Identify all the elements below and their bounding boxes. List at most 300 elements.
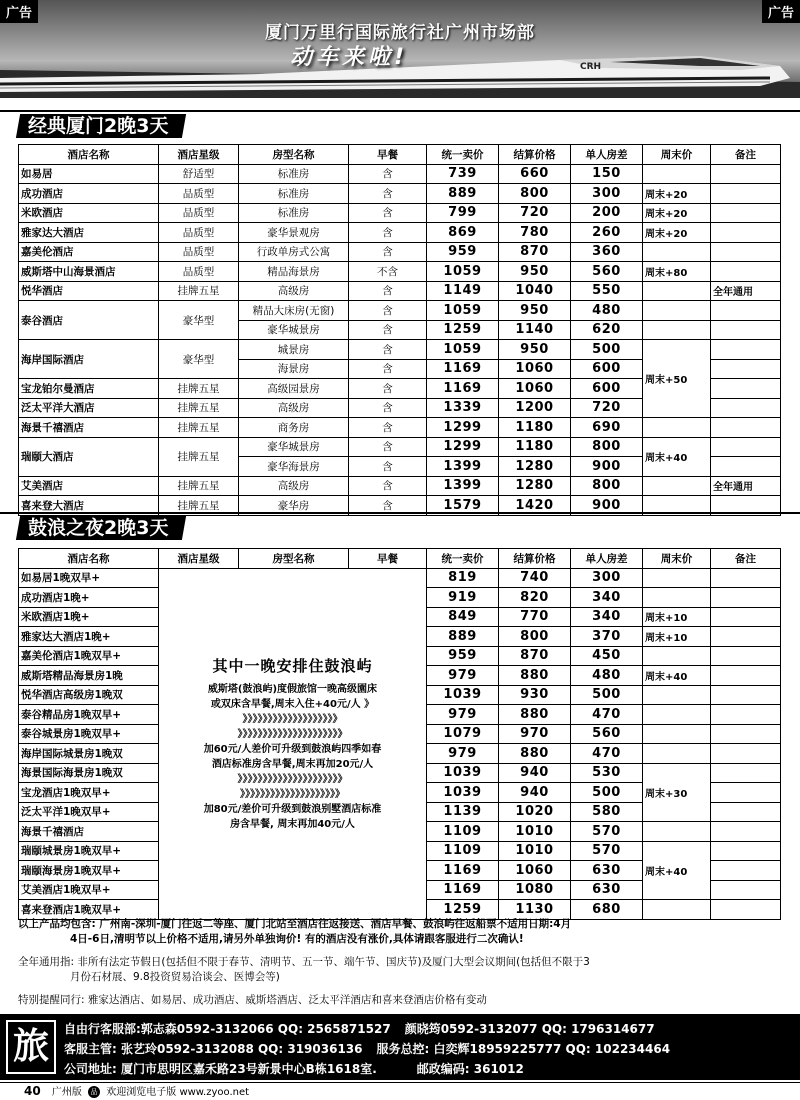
price: 889	[427, 184, 499, 204]
contact-bar	[0, 1014, 800, 1080]
table-row	[19, 262, 781, 282]
remark	[711, 841, 781, 861]
settle-price: 1020	[499, 802, 571, 822]
room-type: 标准房	[239, 164, 349, 184]
single-supplement: 450	[571, 646, 643, 666]
single-supplement: 500	[571, 783, 643, 803]
settle-price: 970	[499, 724, 571, 744]
settle-price: 770	[499, 607, 571, 627]
settle-price: 950	[499, 262, 571, 282]
room-type: 商务房	[239, 418, 349, 438]
hotel-name: 雅家达大酒店	[19, 223, 159, 243]
settle-price: 660	[499, 164, 571, 184]
contact-row-3	[64, 1060, 524, 1077]
contact-service-2: 颜晓筠0592-3132077 QQ: 1796314677	[404, 1022, 655, 1036]
price: 1169	[427, 359, 499, 379]
col-settle: 结算价格	[499, 549, 571, 569]
hotel-name: 海岸国际城景房1晚双	[19, 744, 159, 764]
table-row	[19, 418, 781, 438]
company-address: 公司地址: 厦门市思明区嘉禾路23号新景中心B栋1618室.	[64, 1062, 377, 1076]
remark	[711, 379, 781, 399]
hotel-name: 雅家达大酒店1晚+	[19, 627, 159, 647]
remark	[711, 164, 781, 184]
upgrade-line: 》》》》》》》》》》》》》》》》》》》》》	[237, 774, 348, 785]
breakfast: 含	[349, 242, 427, 262]
remark	[711, 568, 781, 588]
remark	[711, 705, 781, 725]
room-type: 豪华城景房	[239, 320, 349, 340]
single-supplement: 480	[571, 666, 643, 686]
hotel-name: 威斯塔精品海景房1晚	[19, 666, 159, 686]
train-logo: CRH	[580, 62, 602, 72]
weekend-price	[643, 744, 711, 764]
remark	[711, 203, 781, 223]
single-supplement: 570	[571, 822, 643, 842]
weekend-price: 周末+30	[643, 763, 711, 822]
room-type: 精品海景房	[239, 262, 349, 282]
single-supplement: 800	[571, 437, 643, 457]
upgrade-line: 加80元/差价可升级到鼓浪别墅酒店标准	[203, 804, 382, 815]
hotel-name: 泛太平洋大酒店	[19, 398, 159, 418]
weekend-price	[643, 685, 711, 705]
hotel-name: 海景千禧酒店	[19, 418, 159, 438]
room-type: 高级房	[239, 398, 349, 418]
section-header-classic	[0, 110, 800, 136]
remark	[711, 627, 781, 647]
single-supplement: 600	[571, 359, 643, 379]
year-round-notes	[18, 955, 782, 985]
single-supplement: 530	[571, 763, 643, 783]
remark	[711, 418, 781, 438]
table-row	[19, 437, 781, 457]
weekend-price	[643, 320, 711, 340]
remark	[711, 437, 781, 457]
weekend-price	[643, 568, 711, 588]
table-row	[19, 164, 781, 184]
hotel-name: 喜来登大酒店	[19, 496, 159, 516]
settle-price: 780	[499, 223, 571, 243]
remark	[711, 724, 781, 744]
settle-price: 1130	[499, 900, 571, 920]
room-type: 高级房	[239, 476, 349, 496]
single-supplement: 900	[571, 457, 643, 477]
col-room: 房型名称	[239, 549, 349, 569]
table-row	[19, 203, 781, 223]
table-row	[19, 242, 781, 262]
price: 849	[427, 607, 499, 627]
col-single: 单人房差	[571, 145, 643, 165]
weekend-price	[643, 724, 711, 744]
breakfast: 含	[349, 437, 427, 457]
settle-price: 1080	[499, 880, 571, 900]
col-settle: 结算价格	[499, 145, 571, 165]
table-row	[19, 476, 781, 496]
weekend-price	[643, 588, 711, 608]
single-supplement: 800	[571, 476, 643, 496]
postal-code: 邮政编码: 361012	[416, 1062, 524, 1076]
col-weekend: 周末价	[643, 145, 711, 165]
weekend-price	[643, 646, 711, 666]
hotel-name: 海景千禧酒店	[19, 822, 159, 842]
breakfast: 含	[349, 379, 427, 399]
breakfast: 含	[349, 496, 427, 516]
section-title: 经典厦门2晚3天	[28, 115, 169, 137]
hotel-name: 宝龙铂尔曼酒店	[19, 379, 159, 399]
hotel-name: 嘉美伦酒店1晚双早+	[19, 646, 159, 666]
room-type: 精品大床房(无窗)	[239, 301, 349, 321]
price: 1169	[427, 379, 499, 399]
col-room: 房型名称	[239, 145, 349, 165]
price: 799	[427, 203, 499, 223]
col-price: 统一卖价	[427, 145, 499, 165]
contact-supervisor: 客服主管: 张艺玲0592-3132088 QQ: 319036136	[64, 1042, 363, 1056]
room-type: 高级园景房	[239, 379, 349, 399]
upgrade-line: 》》》》》》》》》》》》》》》》》》》》	[240, 789, 345, 800]
price: 1039	[427, 763, 499, 783]
hotel-star: 挂牌五星	[159, 496, 239, 516]
price: 1579	[427, 496, 499, 516]
edition-label: 广州版	[51, 1087, 82, 1098]
price: 1059	[427, 262, 499, 282]
settle-price: 1140	[499, 320, 571, 340]
weekend-price	[643, 822, 711, 842]
remark	[711, 588, 781, 608]
single-supplement: 630	[571, 861, 643, 881]
hotel-name: 艾美酒店	[19, 476, 159, 496]
col-price: 统一卖价	[427, 549, 499, 569]
contact-control: 服务总控: 白奕辉18959225777 QQ: 102234464	[376, 1042, 671, 1056]
single-supplement: 470	[571, 705, 643, 725]
settle-price: 870	[499, 646, 571, 666]
note-included: 以上产品均包含: 广州南-深圳-厦门往返二等座、厦门北站至酒店往返接送、酒店早餐、鼓浪屿往返船票不适用日期:4月	[18, 918, 572, 930]
remark	[711, 783, 781, 803]
settle-price: 940	[499, 783, 571, 803]
col-note: 备注	[711, 145, 781, 165]
agency-title: 厦门万里行国际旅行社广州市场部	[265, 23, 535, 43]
room-type: 豪华海景房	[239, 457, 349, 477]
upgrade-line: 加60元/人差价可升级到鼓浪屿四季如春	[203, 744, 382, 755]
price: 979	[427, 744, 499, 764]
included-notes	[18, 917, 782, 947]
upgrade-line: 酒店标准房含早餐,周末再加20元/人	[211, 759, 374, 770]
settle-price: 1420	[499, 496, 571, 516]
price-table-gulangyu	[18, 548, 781, 920]
table-row	[19, 281, 781, 301]
single-supplement: 300	[571, 184, 643, 204]
room-type: 海景房	[239, 359, 349, 379]
single-supplement: 500	[571, 685, 643, 705]
single-supplement: 480	[571, 301, 643, 321]
hotel-name: 喜来登酒店1晚双早+	[19, 900, 159, 920]
breakfast: 含	[349, 398, 427, 418]
single-supplement: 550	[571, 281, 643, 301]
hotel-name: 威斯塔中山海景酒店	[19, 262, 159, 282]
single-supplement: 680	[571, 900, 643, 920]
table-header-row	[19, 145, 781, 165]
hotel-name: 海景国际海景房1晚双	[19, 763, 159, 783]
price: 1399	[427, 476, 499, 496]
price: 979	[427, 705, 499, 725]
ad-banner	[0, 0, 800, 98]
col-hotel: 酒店名称	[19, 145, 159, 165]
settle-price: 870	[499, 242, 571, 262]
price: 1109	[427, 841, 499, 861]
price: 959	[427, 242, 499, 262]
gulangyu-headline: 其中一晚安排住鼓浪屿	[212, 657, 373, 675]
upgrade-line: 房含早餐, 周末再加40元/人	[230, 819, 355, 830]
price: 1059	[427, 340, 499, 360]
contact-service-1: 自由行客服部:郭志森0592-3132066 QQ: 2565871527	[64, 1022, 391, 1036]
upgrade-line: 威斯塔(鼓浪屿)度假旅馆一晚高级園床	[207, 684, 378, 695]
table-row	[19, 223, 781, 243]
remark	[711, 666, 781, 686]
gulangyu-night-info	[159, 568, 427, 919]
col-breakfast: 早餐	[349, 145, 427, 165]
remark	[711, 822, 781, 842]
note-included-cont: 4日-6日,清明节以上价格不适用,请另外单独询价! 有的酒店没有涨价,具体请跟客服进行二次确认!	[70, 933, 524, 945]
hotel-name: 成功酒店	[19, 184, 159, 204]
price: 979	[427, 666, 499, 686]
remark	[711, 184, 781, 204]
settle-price: 880	[499, 666, 571, 686]
hotel-star: 品质型	[159, 223, 239, 243]
hotel-name: 泛太平洋1晚双早+	[19, 802, 159, 822]
price: 1039	[427, 685, 499, 705]
price: 739	[427, 164, 499, 184]
weekend-price	[643, 242, 711, 262]
single-supplement: 600	[571, 379, 643, 399]
upgrade-line: 或双床含早餐,周末入住+40元/人 》	[210, 699, 375, 710]
remark	[711, 359, 781, 379]
single-supplement: 260	[571, 223, 643, 243]
remark	[711, 262, 781, 282]
hotel-name: 泰谷精品房1晚双早+	[19, 705, 159, 725]
hotel-star: 挂牌五星	[159, 476, 239, 496]
weekend-price: 周末+40	[643, 437, 711, 476]
remark: 全年通用	[711, 281, 781, 301]
price: 1149	[427, 281, 499, 301]
gulangyu-upgrade-details	[167, 682, 418, 832]
settle-price: 950	[499, 301, 571, 321]
settle-price: 1180	[499, 418, 571, 438]
price: 1399	[427, 457, 499, 477]
price: 889	[427, 627, 499, 647]
col-star: 酒店星级	[159, 549, 239, 569]
breakfast: 含	[349, 457, 427, 477]
price: 1299	[427, 418, 499, 438]
settle-price: 1060	[499, 861, 571, 881]
single-supplement: 340	[571, 607, 643, 627]
hotel-star: 挂牌五星	[159, 379, 239, 399]
settle-price: 1010	[499, 822, 571, 842]
hotel-name: 泰谷酒店	[19, 301, 159, 340]
weekend-price: 周末+20	[643, 223, 711, 243]
price: 1079	[427, 724, 499, 744]
hotel-name: 如易居	[19, 164, 159, 184]
remark	[711, 398, 781, 418]
breakfast: 含	[349, 164, 427, 184]
slogan: 动车来啦!	[290, 45, 409, 70]
single-supplement: 900	[571, 496, 643, 516]
upgrade-line: 》》》》》》》》》》》》》》》》》》》》》	[237, 729, 348, 740]
col-breakfast: 早餐	[349, 549, 427, 569]
settle-price: 1060	[499, 359, 571, 379]
weekend-price: 周末+40	[643, 841, 711, 900]
single-supplement: 560	[571, 262, 643, 282]
single-supplement: 570	[571, 841, 643, 861]
room-type: 豪华景观房	[239, 223, 349, 243]
room-type: 高级房	[239, 281, 349, 301]
breakfast: 含	[349, 203, 427, 223]
page-footer	[0, 1082, 800, 1100]
weekend-price	[643, 705, 711, 725]
contact-row-1	[64, 1020, 655, 1037]
note-year-round: 全年通用指: 非所有法定节假日(包括但不限于春节、清明节、五一节、端午节、国庆节)及厦门大型会议期间(包括但不限于3	[18, 956, 590, 968]
remark	[711, 802, 781, 822]
remark	[711, 880, 781, 900]
weekend-price: 周末+10	[643, 627, 711, 647]
page-number: 40	[24, 1084, 41, 1098]
single-supplement: 150	[571, 164, 643, 184]
upgrade-line: 》》》》》》》》》》》》》》》》》》》	[242, 714, 343, 725]
hotel-star: 品质型	[159, 184, 239, 204]
single-supplement: 720	[571, 398, 643, 418]
weekend-price	[643, 281, 711, 301]
table-header-row	[19, 549, 781, 569]
col-weekend: 周末价	[643, 549, 711, 569]
single-supplement: 500	[571, 340, 643, 360]
hotel-name: 如易居1晚双早+	[19, 568, 159, 588]
single-supplement: 370	[571, 627, 643, 647]
weekend-price: 周末+50	[643, 340, 711, 418]
breakfast: 含	[349, 359, 427, 379]
col-star: 酒店星级	[159, 145, 239, 165]
brand-badge-icon: 品	[88, 1086, 100, 1098]
settle-price: 1010	[499, 841, 571, 861]
remark	[711, 320, 781, 340]
remark	[711, 744, 781, 764]
table-row	[19, 340, 781, 360]
hotel-name: 米欧酒店	[19, 203, 159, 223]
single-supplement: 200	[571, 203, 643, 223]
price: 1259	[427, 320, 499, 340]
single-supplement: 300	[571, 568, 643, 588]
settle-price: 800	[499, 184, 571, 204]
hotel-name: 泰谷城景房1晚双早+	[19, 724, 159, 744]
room-type: 标准房	[239, 203, 349, 223]
single-supplement: 690	[571, 418, 643, 438]
weekend-price: 周末+20	[643, 203, 711, 223]
single-supplement: 580	[571, 802, 643, 822]
contact-row-2	[64, 1040, 670, 1057]
weekend-price: 周末+10	[643, 607, 711, 627]
breakfast: 含	[349, 418, 427, 438]
price: 1039	[427, 783, 499, 803]
weekend-price	[643, 301, 711, 321]
hotel-name: 悦华酒店高级房1晚双	[19, 685, 159, 705]
remark: 全年通用	[711, 476, 781, 496]
settle-price: 720	[499, 203, 571, 223]
weekend-price	[643, 164, 711, 184]
hotel-star: 豪华型	[159, 301, 239, 340]
table-row	[19, 301, 781, 321]
settle-price: 800	[499, 627, 571, 647]
weekend-price	[643, 476, 711, 496]
remark	[711, 223, 781, 243]
agency-logo: 旅	[6, 1020, 56, 1074]
col-note: 备注	[711, 549, 781, 569]
hotel-star: 品质型	[159, 203, 239, 223]
settle-price: 820	[499, 588, 571, 608]
section-title: 鼓浪之夜2晚3天	[28, 517, 169, 539]
settle-price: 1180	[499, 437, 571, 457]
hotel-star: 挂牌五星	[159, 281, 239, 301]
col-single: 单人房差	[571, 549, 643, 569]
hotel-star: 挂牌五星	[159, 398, 239, 418]
table-row	[19, 568, 781, 588]
remark	[711, 685, 781, 705]
remark	[711, 340, 781, 360]
ad-tag-right: 广告	[762, 0, 800, 23]
settle-price: 880	[499, 744, 571, 764]
price: 1139	[427, 802, 499, 822]
room-type: 行政单房式公寓	[239, 242, 349, 262]
weekend-price: 周末+40	[643, 666, 711, 686]
price: 1259	[427, 900, 499, 920]
settle-price: 1280	[499, 476, 571, 496]
hotel-star: 舒适型	[159, 164, 239, 184]
hotel-name: 瑞颐大酒店	[19, 437, 159, 476]
price: 1339	[427, 398, 499, 418]
hotel-name: 艾美酒店1晚双早+	[19, 880, 159, 900]
settle-price: 1200	[499, 398, 571, 418]
settle-price: 940	[499, 763, 571, 783]
single-supplement: 560	[571, 724, 643, 744]
remark	[711, 242, 781, 262]
hotel-name: 嘉美伦酒店	[19, 242, 159, 262]
special-reminder	[18, 993, 782, 1008]
settle-price: 740	[499, 568, 571, 588]
breakfast: 不含	[349, 262, 427, 282]
hotel-star: 挂牌五星	[159, 437, 239, 476]
price: 1169	[427, 880, 499, 900]
price: 819	[427, 568, 499, 588]
breakfast: 含	[349, 184, 427, 204]
note-year-round-cont: 月份石材展、9.8投资贸易洽谈会、医博会等)	[70, 971, 280, 983]
settle-price: 1060	[499, 379, 571, 399]
remark	[711, 457, 781, 477]
price: 1109	[427, 822, 499, 842]
price: 919	[427, 588, 499, 608]
settle-price: 1040	[499, 281, 571, 301]
single-supplement: 470	[571, 744, 643, 764]
settle-price: 880	[499, 705, 571, 725]
price: 1299	[427, 437, 499, 457]
settle-price: 930	[499, 685, 571, 705]
single-supplement: 340	[571, 588, 643, 608]
hotel-star: 豪华型	[159, 340, 239, 379]
hotel-star: 挂牌五星	[159, 418, 239, 438]
room-type: 豪华城景房	[239, 437, 349, 457]
weekend-price	[643, 418, 711, 438]
hotel-name: 宝龙酒店1晚双早+	[19, 783, 159, 803]
price: 959	[427, 646, 499, 666]
price: 1059	[427, 301, 499, 321]
weekend-price: 周末+20	[643, 184, 711, 204]
room-type: 标准房	[239, 184, 349, 204]
breakfast: 含	[349, 301, 427, 321]
hotel-name: 米欧酒店1晚+	[19, 607, 159, 627]
